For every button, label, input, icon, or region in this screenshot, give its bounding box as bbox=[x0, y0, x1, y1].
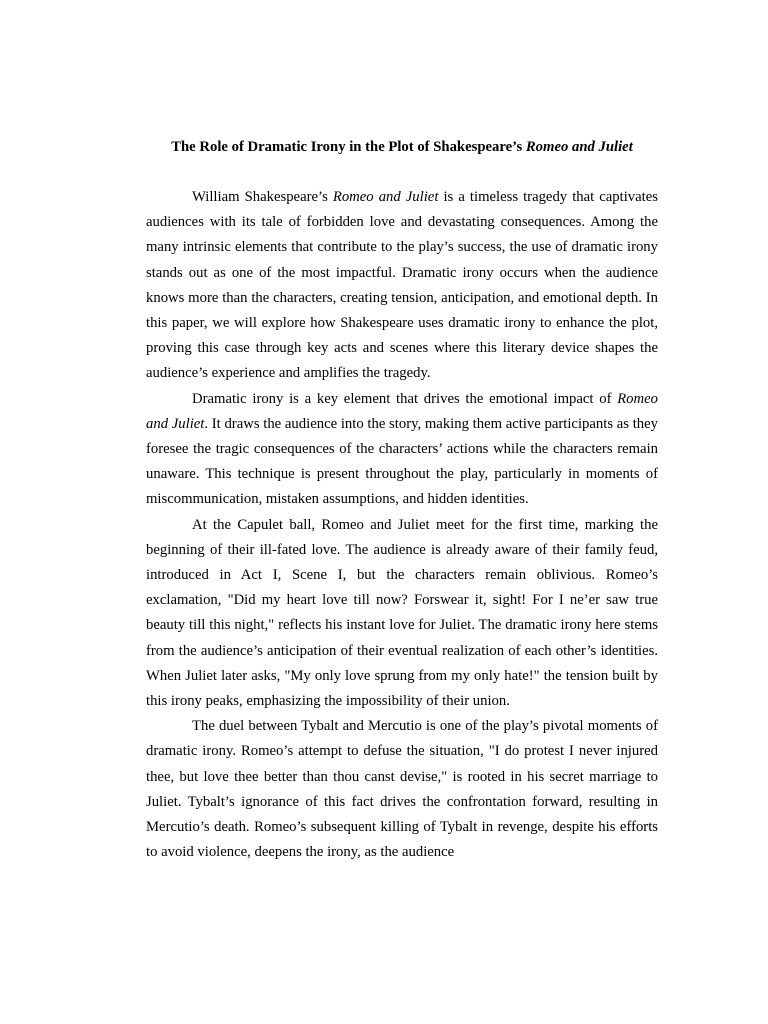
paragraph-capulet-ball bbox=[146, 513, 658, 715]
paragraph-dramatic-irony bbox=[146, 387, 658, 513]
paragraph-duel bbox=[146, 714, 658, 865]
paragraph-text: The duel between Tybalt and Mercutio is one of the play’s pivotal moments of dramatic irony. Romeo’s attempt to defuse the situation, "I do protest I never injured thee, but love thee better than thou canst devise," is rooted in his secret marriage to Juliet. Tybalt’s ignorance of this fact drives the confrontation forward, resulting in Mercutio’s death. Romeo’s subsequent killing of Tybalt in revenge, despite his efforts to avoid violence, deepens the irony, as the audience bbox=[146, 718, 658, 861]
document-body bbox=[146, 185, 658, 865]
paragraph-text: At the Capulet ball, Romeo and Juliet meet for the first time, marking the beginning of their ill-fated love. The audience is already aware of their family feud, introduced in Act I, Scene I, but the characters remain oblivious. Romeo’s exclamation, "Did my heart love till now? Forswear it, sight! For I ne’er saw true beauty till this night," reflects his instant love for Juliet. The dramatic irony here stems from the audience’s anticipation of their eventual realization of each other’s identities. When Juliet later asks, "My only love sprung from my only hate!" the tension built by this irony peaks, emphasizing the impossibility of their union. bbox=[146, 516, 658, 710]
title-play-name: Romeo and Juliet bbox=[525, 139, 633, 155]
paragraph-text: is a timeless tragedy that captivates audiences with its tale of forbidden love and devastating consequences. Among the many intrinsic elements that contribute to the play’s success, the use of dramatic irony stands out as one of the most impactful. Dramatic irony occurs when the audience knows more than the characters, creating tension, anticipation, and emotional depth. In this paper, we will explore how Shakespeare uses dramatic irony to enhance the plot, proving this case through key acts and scenes where this literary device shapes the audience’s experience and amplifies the tragedy. bbox=[146, 189, 658, 382]
title-text: The Role of Dramatic Irony in the Plot of Shakespeare’s bbox=[171, 139, 526, 155]
paragraph-introduction bbox=[146, 185, 658, 387]
paragraph-text: Dramatic irony is a key element that drives the emotional impact of bbox=[192, 390, 618, 407]
play-name: Romeo and Juliet bbox=[146, 390, 658, 432]
play-name: Romeo and Juliet bbox=[332, 189, 439, 205]
paragraph-text: . It draws the audience into the story, making them active participants as they foresee the tragic consequences of the characters’ actions while the characters remain unaware. This technique is present throughout the play, particularly in moments of miscommunication, mistaken assumptions, and hidden identities. bbox=[146, 415, 658, 508]
paragraph-text: William Shakespeare’s bbox=[192, 189, 333, 205]
document-title bbox=[146, 137, 658, 157]
